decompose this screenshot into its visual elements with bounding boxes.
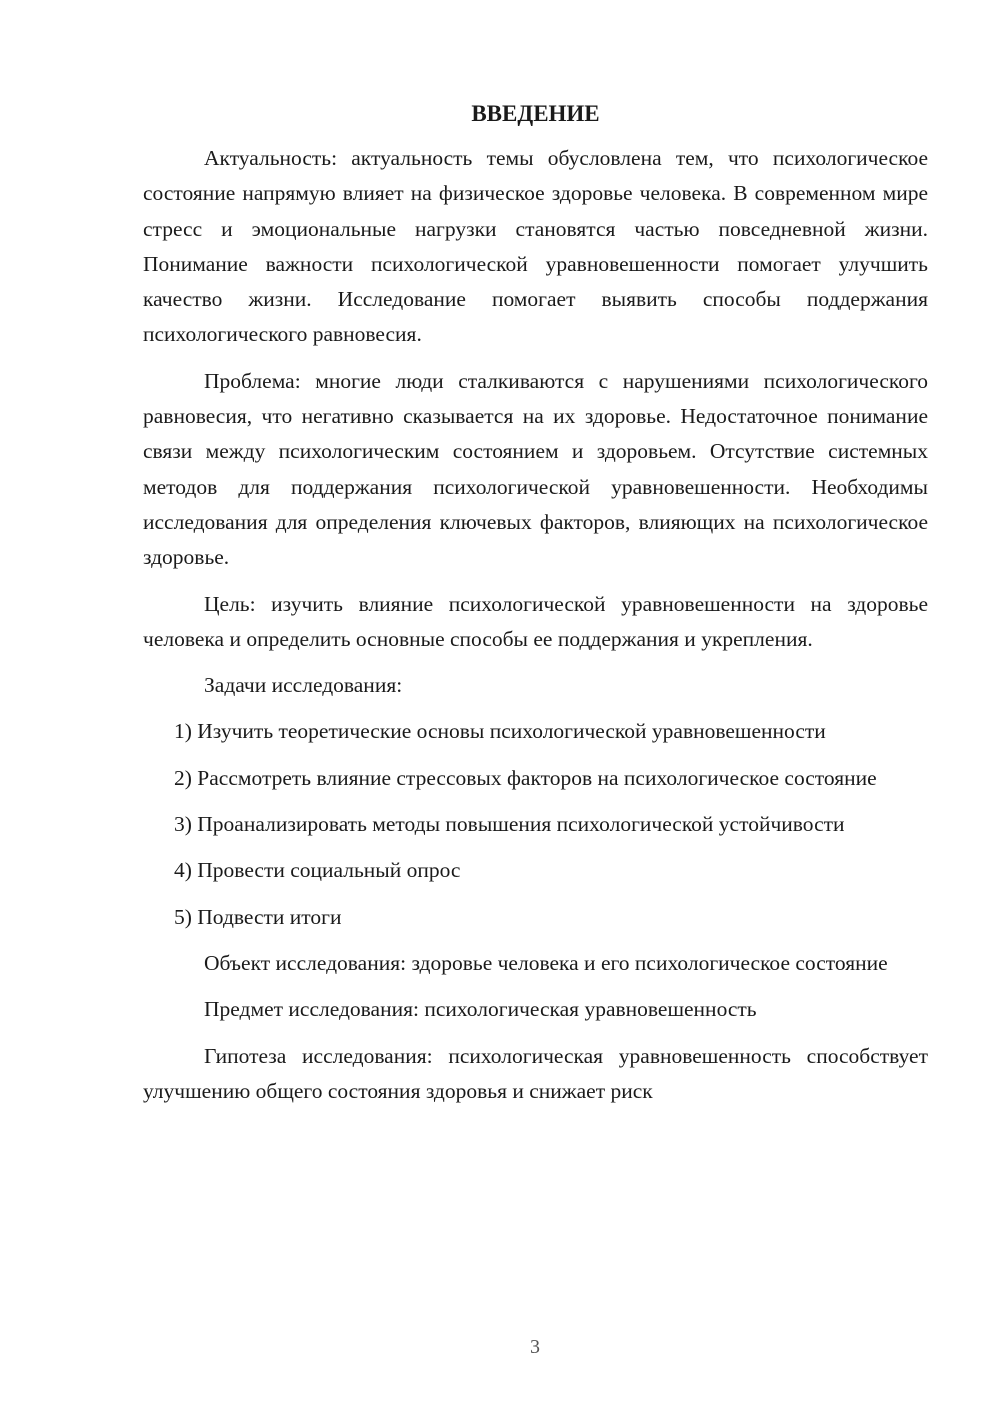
paragraph-relevance: Актуальность: актуальность темы обусловлена тем, что психологическое состояние напрямую влияет на физическое здоровье человека. В современном мире стресс и эмоциональные нагрузки становятся частью повседневной жизни. Понимание важности психологической уравновешенности помогает улучшить качество жизни. Исследование помогает выявить способы поддержания психологического равновесия. bbox=[143, 146, 928, 347]
paragraph-object: Объект исследования: здоровье человека и его психологическое состояние bbox=[204, 950, 888, 975]
page-content bbox=[143, 96, 928, 1120]
paragraph-goal: Цель: изучить влияние психологической уравновешенности на здоровье человека и определить основные способы ее поддержания и укрепления. bbox=[143, 591, 928, 651]
task-item: 2) Рассмотреть влияние стрессовых факторов на психологическое состояние bbox=[174, 765, 877, 790]
page-number: 3 bbox=[530, 1336, 540, 1358]
task-item: 5) Подвести итоги bbox=[174, 904, 342, 929]
paragraph-subject: Предмет исследования: психологическая уравновешенность bbox=[204, 997, 757, 1022]
paragraph-problem: Проблема: многие люди сталкиваются с нарушениями психологического равновесия, что негативно сказывается на их здоровье. Недостаточное понимание связи между психологическим состоянием и здоровьем. Отсутствие системных методов для поддержания психологической уравновешенности. Необходимы исследования для определения ключевых факторов, влияющих на психологическое здоровье. bbox=[143, 368, 928, 570]
paragraph-hypothesis: Гипотеза исследования: психологическая уравновешенность способствует улучшению общего состояния здоровья и снижает риск bbox=[143, 1043, 928, 1103]
section-title: ВВЕДЕНИЕ bbox=[471, 101, 600, 126]
paragraph-tasks-heading: Задачи исследования: bbox=[204, 673, 403, 698]
task-item: 4) Провести социальный опрос bbox=[174, 858, 461, 883]
task-item: 3) Проанализировать методы повышения психологической устойчивости bbox=[174, 812, 845, 837]
task-item: 1) Изучить теоретические основы психологической уравновешенности bbox=[174, 719, 826, 744]
